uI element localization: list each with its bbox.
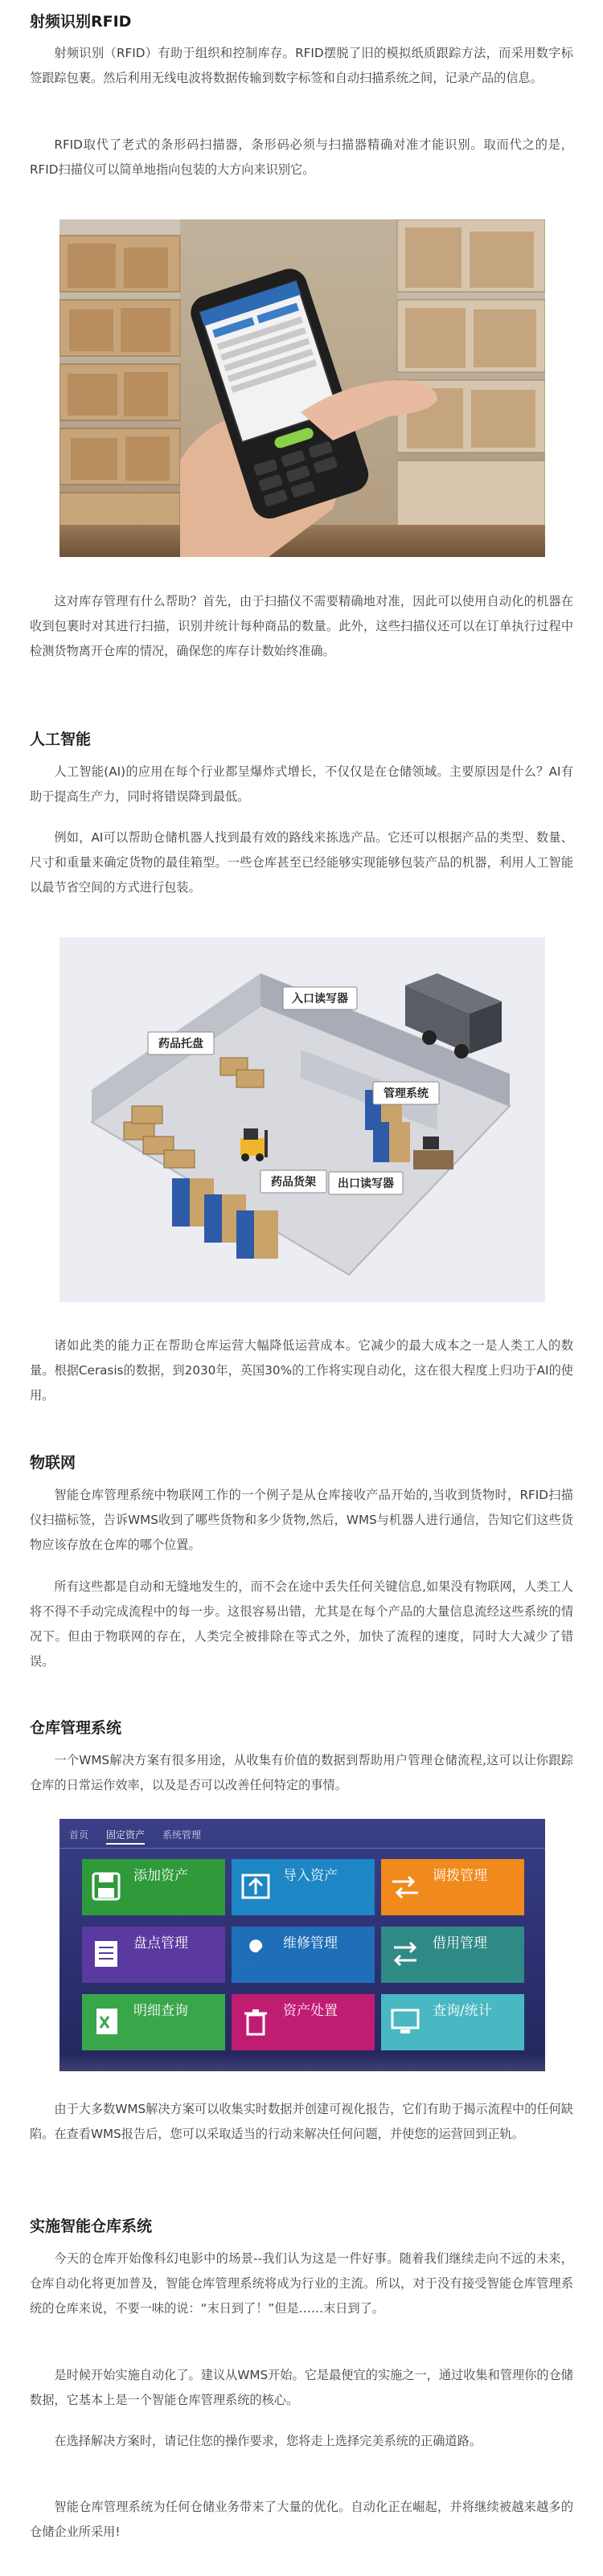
monitor-icon xyxy=(389,2005,421,2037)
wms-tab-home[interactable]: 首页 xyxy=(69,1829,89,1841)
wms-tile[interactable] xyxy=(232,1859,375,1915)
diagram-label-exit-reader: 出口读写器 xyxy=(338,1177,394,1190)
wms-tile[interactable] xyxy=(82,1994,225,2050)
wms-tile-title: 调拨管理 xyxy=(433,1868,487,1884)
paragraph: 一个WMS解决方案有很多用途，从收集有价值的数据到帮助用户管理仓储流程,这可以让你跟踪仓库的日常运作效率，以及是否可以改善任何特定的事情。 xyxy=(30,1753,573,1792)
paragraph: 所有这些都是自动和无缝地发生的，而不会在途中丢失任何关键信息,如果没有物联网，人类工人将不得不手动完成流程中的每一步。这很容易出错，尤其是在每个产品的大量信息流经这些系统的情况下。但由于物联网的存在，人类完全被排除在等式之外，加快了流程的速度，同时大大减少了错误。 xyxy=(30,1579,573,1669)
diagram-label-entry-reader: 入口读写器 xyxy=(292,993,348,1005)
diagram-label-pallet: 药品托盘 xyxy=(158,1038,203,1050)
warehouse-rfid-diagram xyxy=(59,937,545,1302)
paragraph: 是时候开始实施自动化了。建议从WMS开始。它是最便宜的实施之一，通过收集和管理你的仓储数据，它基本上是一个智能仓库管理系统的核心。 xyxy=(30,2368,573,2407)
paragraph: 射频识别（RFID）有助于组织和控制库存。RFID摆脱了旧的模拟纸质跟踪方法，而采用数字标签跟踪包裹。然后利用无线电波将数据传输到数字标签和自动扫描系统之间，记录产品的信息。 xyxy=(30,46,573,85)
save-icon xyxy=(90,1870,122,1902)
wms-tile-title: 资产处置 xyxy=(283,2003,338,2019)
wms-tile[interactable] xyxy=(381,1994,524,2050)
wms-screenshot xyxy=(59,1819,545,2071)
wms-tab-bar xyxy=(69,1825,219,1845)
paragraph: 智能仓库管理系统中物联网工作的一个例子是从仓库接收产品开始的,当收到货物时，RFID扫描仪扫描标签，告诉WMS收到了哪些货物和多少货物,然后，WMS与机器人进行通信，告知它们这些货物应该存放在仓库的哪个位置。 xyxy=(30,1488,573,1552)
excel-icon xyxy=(90,2005,122,2037)
wms-tile[interactable] xyxy=(381,1859,524,1915)
wms-tile-title: 导入资产 xyxy=(283,1868,338,1884)
paragraph: 在选择解决方案时，请记住您的操作要求，您将走上选择完美系统的正确道路。 xyxy=(54,2434,482,2448)
transfer-icon xyxy=(389,1870,421,1902)
paragraph: 智能仓库管理系统为任何仓储业务带来了大量的优化。自动化正在崛起，并将继续被越来越多的仓储企业所采用! xyxy=(30,2500,573,2539)
paragraph: 诸如此类的能力正在帮助仓库运营大幅降低运营成本。它减少的最大成本之一是人类工人的数量。根据Cerasis的数据，到2030年，英国30%的工作将实现自动化，这在很大程度上归功于AI的使用。 xyxy=(30,1338,573,1403)
diagram-label-management: 管理系统 xyxy=(384,1087,429,1100)
section-heading-iot: 物联网 xyxy=(30,1454,76,1472)
wms-tile-title: 明细查询 xyxy=(133,2003,188,2019)
section-heading-ai: 人工智能 xyxy=(30,731,92,748)
swap-icon xyxy=(389,1938,421,1970)
wms-tile[interactable] xyxy=(82,1927,225,1983)
wms-reflection xyxy=(59,2054,545,2071)
section-heading-wms: 仓库管理系统 xyxy=(30,1719,122,1737)
trash-icon xyxy=(240,2005,272,2037)
wms-tile-title: 借用管理 xyxy=(433,1935,487,1951)
wms-tile[interactable] xyxy=(232,1927,375,1983)
paragraph: 例如，AI可以帮助仓储机器人找到最有效的路线来拣选产品。它还可以根据产品的类型、数量、尺寸和重量来确定货物的最佳箱型。一些仓库甚至已经能够实现能够包装产品的机器，利用人工智能以最节省空间的方式进行包装。 xyxy=(30,830,573,895)
paragraph: 这对库存管理有什么帮助？首先，由于扫描仪不需要精确地对准，因此可以使用自动化的机器在收到包裹时对其进行扫描，识别并统计每种商品的数量。此外，这些扫描仪还可以在订单执行过程中检测货物离开仓库的情况，确保您的库存计数始终准确。 xyxy=(30,594,573,658)
paragraph: 人工智能(AI)的应用在每个行业都呈爆炸式增长，不仅仅是在仓储领域。主要原因是什么？AI有助于提高生产力，同时将错误降到最低。 xyxy=(30,764,573,804)
wms-tile[interactable] xyxy=(82,1859,225,1915)
paragraph: 今天的仓库开始像科幻电影中的场景--我们认为这是一件好事。随着我们继续走向不远的未来，仓库自动化将更加普及，智能仓库管理系统将成为行业的主流。所以，对于没有接受智能仓库管理系统的仓库来说，不要一味的说：“末日到了！”但是……末日到了。 xyxy=(30,2251,573,2316)
wms-tile-title: 查询/统计 xyxy=(433,2003,492,2019)
wms-tab-fixed-assets[interactable]: 固定资产 xyxy=(106,1825,145,1845)
paragraph: RFID取代了老式的条形码扫描器，条形码必须与扫描器精确对准才能识别。取而代之的是，RFID扫描仪可以简单地指向包装的大方向来识别它。 xyxy=(30,137,573,177)
paragraph: 由于大多数WMS解决方案可以收集实时数据并创建可视化报告，它们有助于揭示流程中的任何缺陷。在查看WMS报告后，您可以采取适当的行动来解决任何问题，并使您的运营回到正轨。 xyxy=(30,2102,573,2141)
diagram-label-shelf: 药品货架 xyxy=(271,1176,316,1189)
section-heading-implementation: 实施智能仓库系统 xyxy=(30,2218,153,2235)
wms-divider xyxy=(59,1848,545,1849)
wms-tab-system[interactable]: 系统管理 xyxy=(162,1829,202,1841)
wms-tile[interactable] xyxy=(232,1994,375,2050)
list-icon xyxy=(90,1938,122,1970)
wms-tile[interactable] xyxy=(381,1927,524,1983)
upload-icon xyxy=(240,1870,272,1902)
wms-tile-title: 维修管理 xyxy=(283,1935,338,1951)
wms-tile-title: 盘点管理 xyxy=(133,1935,188,1951)
wms-tile-title: 添加资产 xyxy=(133,1868,188,1884)
section-heading-rfid: 射频识别RFID xyxy=(30,13,132,31)
wrench-icon xyxy=(240,1938,272,1970)
rfid-scanner-photo xyxy=(59,219,545,557)
